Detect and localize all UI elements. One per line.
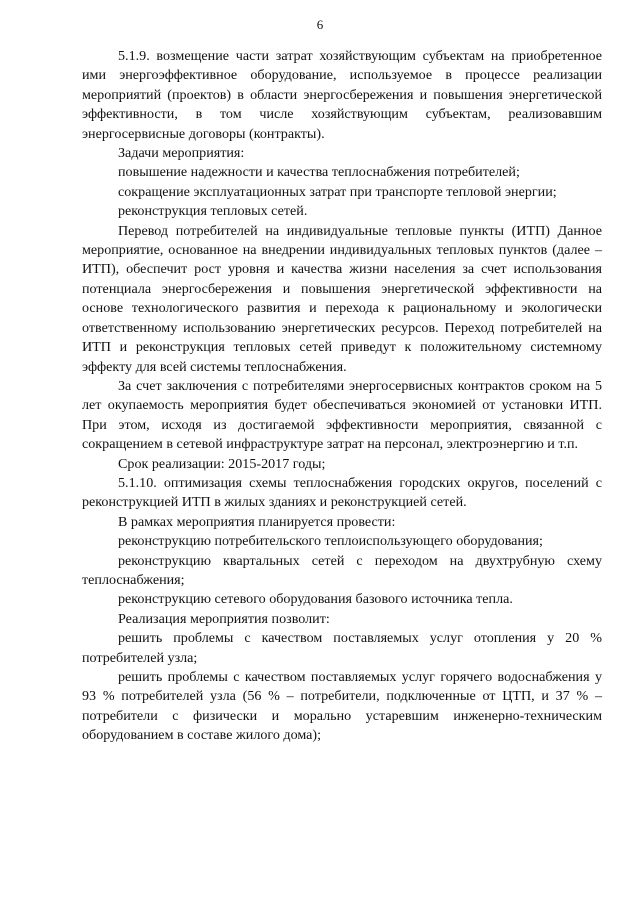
paragraph-period: Срок реализации: 2015-2017 годы; bbox=[118, 455, 326, 472]
paragraph-task-reliability: повышение надежности и качества теплоснабжения потребителей; bbox=[118, 164, 520, 181]
paragraph-task-costs: сокращение эксплуатационных затрат при транспорте тепловой энергии; bbox=[118, 183, 557, 200]
paragraph-tasks-heading: Задачи мероприятия: bbox=[118, 145, 245, 162]
page-number: 6 bbox=[316, 17, 324, 32]
paragraph-5-1-10: 5.1.10. оптимизация схемы теплоснабжения городских округов, поселений с реконструкцией ИТП в жилых зданиях и реконструкцией сетей. bbox=[82, 474, 602, 511]
document-body bbox=[82, 47, 602, 746]
paragraph-plan-network-equipment: реконструкцию сетевого оборудования базового источника тепла. bbox=[118, 591, 513, 608]
paragraph-energy-contracts: За счет заключения с потребителями энергосервисных контрактов сроком на 5 лет окупаемость мероприятия будет обеспечиваться экономией от установки ИТП. При этом, исходя из достигаемой эффективности мероприятия, связанной с сокращением в сетевой инфраструктуре затрат на персонал, электроэнергию и т.п. bbox=[82, 377, 602, 453]
paragraph-results-heading: Реализация мероприятия позволит: bbox=[118, 610, 330, 627]
paragraph-itp-transition: Перевод потребителей на индивидуальные тепловые пункты (ИТП) Данное мероприятие, основанное на внедрении индивидуальных тепловых пунктов (далее – ИТП), обеспечит рост уровня и качества жизни населения за счет использования потенциала энергосбережения и повышения энергетической эффективности на основе технологического развития и перехода к рациональному и экологически ответственному использованию энергетических ресурсов. Переход потребителей на ИТП и реконструкция тепловых сетей приведут к положительному системному эффекту для всей системы теплоснабжения. bbox=[82, 222, 602, 375]
paragraph-plan-quarter-networks: реконструкцию квартальных сетей с переходом на двухтрубную схему теплоснабжения; bbox=[82, 552, 602, 588]
paragraph-result-heating: решить проблемы с качеством поставляемых услуг отопления у 20 % потребителей узла; bbox=[82, 630, 602, 666]
paragraph-plan-heading: В рамках мероприятия планируется провести: bbox=[118, 513, 396, 530]
paragraph-5-1-9: 5.1.9. возмещение части затрат хозяйствующим субъектам на приобретенное ими энергоэффективное оборудование, используемое в процессе реализации мероприятий (проектов) в области энергосбережения и повышения энергетической эффективности, в том числе хозяйствующим субъектам, реализовавшим энергосервисные договоры (контракты). bbox=[82, 48, 602, 142]
paragraph-task-reconstruction: реконструкция тепловых сетей. bbox=[118, 203, 308, 220]
paragraph-result-hot-water: решить проблемы с качеством поставляемых услуг горячего водоснабжения у 93 % потребителей узла (56 % – потребители, подключенные от ЦТП, и 37 % – потребители с физически и морально устаревшим инженерно-техническим оборудованием в составе жилого дома); bbox=[82, 669, 602, 744]
paragraph-plan-consumer-equipment: реконструкцию потребительского теплоиспользующего оборудования; bbox=[118, 533, 543, 550]
